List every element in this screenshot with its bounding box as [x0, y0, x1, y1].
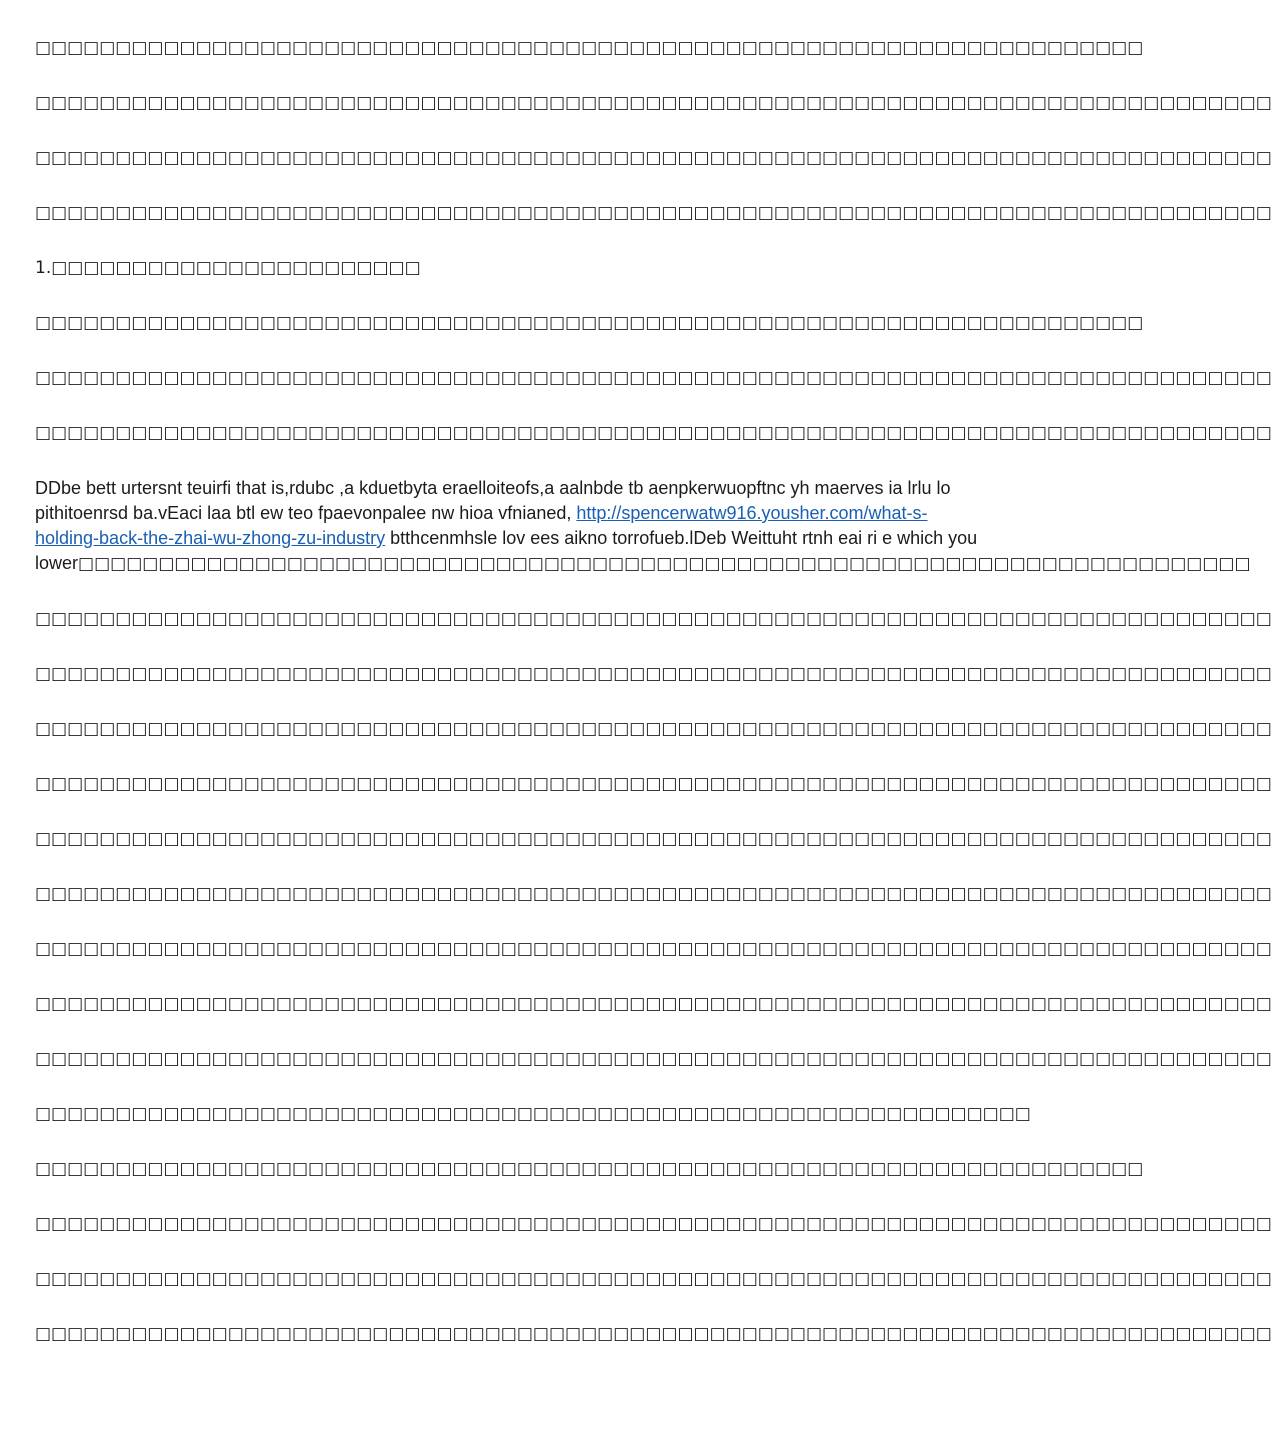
document-page: [35, 36, 1272, 1347]
mixed-tail-word: lower: [35, 553, 79, 573]
paragraph: □□□□□□□□□□□□□□□□□□□□□□□□□□□□□□□□□□□□□□□□□□□□□□□□□□□□□□□□□□□□□□□□□□□□□: [35, 313, 1144, 333]
paragraph: □□□□□□□□□□□□□□□□□□□□□□□□□□□□□□□□□□□□□□□□□□□□□□□□□□□□□□□□□□□□□□□□□□□□□□□□□□□□□: [35, 1214, 1272, 1234]
paragraph: □□□□□□□□□□□□□□□□□□□□□□□□□□□□□□□□□□□□□□□□□□□□□□□□□□□□□□□□□□□□□□□□□□□□□□□□□□□□□: [35, 203, 1272, 223]
paragraph: □□□□□□□□□□□□□□□□□□□□□□□□□□□□□□□□□□□□□□□□□□□□□□□□□□□□□□□□□□□□□□□□□□□□□: [35, 38, 1144, 58]
paragraph: □□□□□□□□□□□□□□□□□□□□□□□□□□□□□□□□□□□□□□□□□□□□□□□□□□□□□□□□□□□□□□□□□□□□□□□□□□□□□: [35, 664, 1272, 684]
paragraph: □□□□□□□□□□□□□□□□□□□□□□□□□□□□□□□□□□□□□□□□□□□□□□□□□□□□□□□□□□□□□□□□□□□□□□□□□□□□□: [35, 93, 1272, 113]
mixed-tail-line: [35, 551, 1251, 577]
paragraph: □□□□□□□□□□□□□□□□□□□□□□□□□□□□□□□□□□□□□□□□□□□□□□□□□□□□□□□□□□□□□□□□□□□□□□□□□□□□□: [35, 939, 1272, 959]
paragraph: □□□□□□□□□□□□□□□□□□□□□□□□□□□□□□□□□□□□□□□□□□□□□□□□□□□□□□□□□□□□□□□□□□□□□□□□□□□□□: [35, 994, 1272, 1014]
paragraph: □□□□□□□□□□□□□□□□□□□□□□□□□□□□□□□□□□□□□□□□□□□□□□□□□□□□□□□□□□□□□□□□□□□□□□□□□□□□□: [35, 148, 1272, 168]
section-heading: 1.□□□□□□□□□□□□□□□□□□□□□□□: [35, 258, 421, 278]
mixed-tail-boxes: □□□□□□□□□□□□□□□□□□□□□□□□□□□□□□□□□□□□□□□□□□□□□□□□□□□□□□□□□□□□□□□□□□□□□□□□□: [78, 554, 1251, 574]
paragraph: □□□□□□□□□□□□□□□□□□□□□□□□□□□□□□□□□□□□□□□□□□□□□□□□□□□□□□□□□□□□□□□□□□□□□□□□□□□□□: [35, 609, 1272, 629]
paragraph: □□□□□□□□□□□□□□□□□□□□□□□□□□□□□□□□□□□□□□□□□□□□□□□□□□□□□□□□□□□□□□□□□□□□□□□□□□□□□: [35, 829, 1272, 849]
paragraph: □□□□□□□□□□□□□□□□□□□□□□□□□□□□□□□□□□□□□□□□□□□□□□□□□□□□□□□□□□□□□□□□□□□□□□□□□□□□□: [35, 1324, 1272, 1344]
mixed-paragraph: [35, 476, 1251, 577]
mixed-text-after-link: btthcenmhsle lov ees aikno torrofueb.lDeb Weittuht rtnh eai ri e which you: [385, 528, 978, 548]
paragraph: □□□□□□□□□□□□□□□□□□□□□□□□□□□□□□□□□□□□□□□□□□□□□□□□□□□□□□□□□□□□□□□□□□□□□: [35, 1159, 1144, 1179]
paragraph: □□□□□□□□□□□□□□□□□□□□□□□□□□□□□□□□□□□□□□□□□□□□□□□□□□□□□□□□□□□□□□□□□□□□□□□□□□□□□: [35, 1269, 1272, 1289]
article-link[interactable]: http://spencerwatw916.yousher.com/what-s-holding-back-the-zhai-wu-zhong-zu-industry: [35, 503, 928, 548]
paragraph: □□□□□□□□□□□□□□□□□□□□□□□□□□□□□□□□□□□□□□□□□□□□□□□□□□□□□□□□□□□□□□□□□□□□□□□□□□□□□: [35, 1049, 1272, 1069]
mixed-text-before-link: DDbe bett urtersnt teuirfi that is,rdubc ,a kduetbyta eraelloiteofs,a aalnbde tb aenpkerwuopftnc yh maerves ia lrlu lo pithitoenrsd ba.vEaci laa btl ew teo fpaevonpalee nw hioa vfnianed,: [35, 478, 951, 523]
paragraph: □□□□□□□□□□□□□□□□□□□□□□□□□□□□□□□□□□□□□□□□□□□□□□□□□□□□□□□□□□□□□□□□□□□□□□□□□□□□□: [35, 884, 1272, 904]
paragraph: □□□□□□□□□□□□□□□□□□□□□□□□□□□□□□□□□□□□□□□□□□□□□□□□□□□□□□□□□□□□□□□□□□□□□□□□□□□□□: [35, 423, 1272, 443]
paragraph: □□□□□□□□□□□□□□□□□□□□□□□□□□□□□□□□□□□□□□□□□□□□□□□□□□□□□□□□□□□□□□: [35, 1104, 1031, 1124]
paragraph: □□□□□□□□□□□□□□□□□□□□□□□□□□□□□□□□□□□□□□□□□□□□□□□□□□□□□□□□□□□□□□□□□□□□□□□□□□□□□: [35, 368, 1272, 388]
paragraph: □□□□□□□□□□□□□□□□□□□□□□□□□□□□□□□□□□□□□□□□□□□□□□□□□□□□□□□□□□□□□□□□□□□□□□□□□□□□□: [35, 719, 1272, 739]
paragraph: □□□□□□□□□□□□□□□□□□□□□□□□□□□□□□□□□□□□□□□□□□□□□□□□□□□□□□□□□□□□□□□□□□□□□□□□□□□□□: [35, 774, 1272, 794]
